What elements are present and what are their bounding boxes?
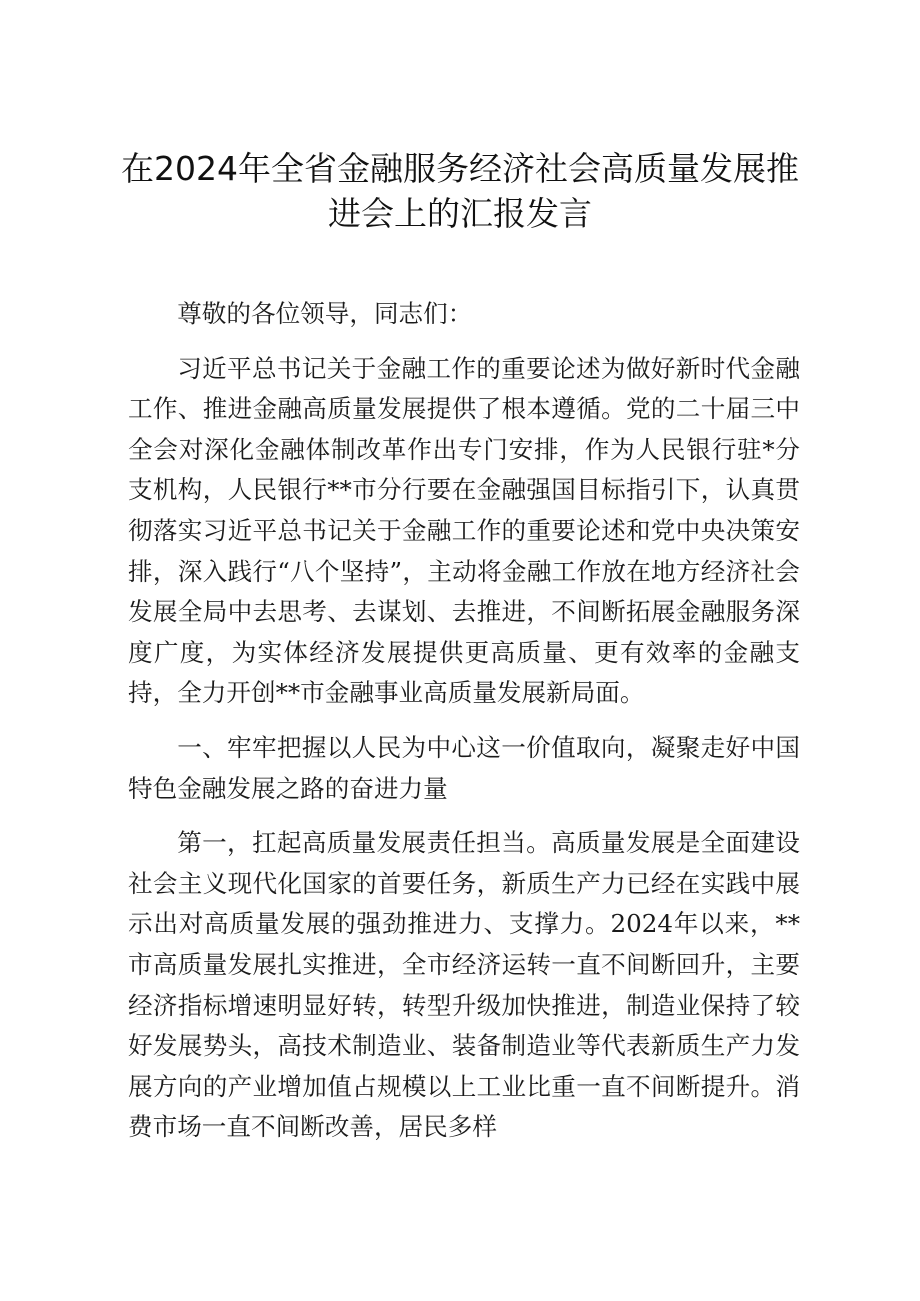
intro-paragraph: 习近平总书记关于金融工作的重要论述为做好新时代金融工作、推进金融高质量发展提供了根本遵循。党的二十届三中全会对深化金融体制改革作出专门安排，作为人民银行驻*分支机构，人民银行**市分行要在金融强国目标指引下，认真贯彻落实习近平总书记关于金融工作的重要论述和党中央决策安排，深入践行“八个坚持”，主动将金融工作放在地方经济社会发展全局中去思考、去谋划、去推进，不间断拓展金融服务深度广度，为实体经济发展提供更高质量、更有效率的金融支持，全力开创**市金融事业高质量发展新局面。 [128,353,800,708]
section-heading-1: 一、牢牢把握以人民为中心这一价值取向，凝聚走好中国特色金融发展之路的奋进力量 [128,732,800,803]
body-paragraph: 第一，扛起高质量发展责任担当。高质量发展是全面建设社会主义现代化国家的首要任务，新质生产力已经在实践中展示出对高质量发展的强劲推进力、支撑力。2024年以来，**市高质量发展扎实推进，全市经济运转一直不间断回升，主要经济指标增速明显好转，转型升级加快推进，制造业保持了较好发展势头，高技术制造业、装备制造业等代表新质生产力发展方向的产业增加值占规模以上工业比重一直不间断提升。消费市场一直不间断改善，居民多样 [128,828,800,1142]
document-body [128,294,800,1148]
document-title: 在2024年全省金融服务经济社会高质量发展推进会上的汇报发言 [121,149,799,233]
salutation-paragraph: 尊敬的各位领导，同志们： [177,299,473,328]
